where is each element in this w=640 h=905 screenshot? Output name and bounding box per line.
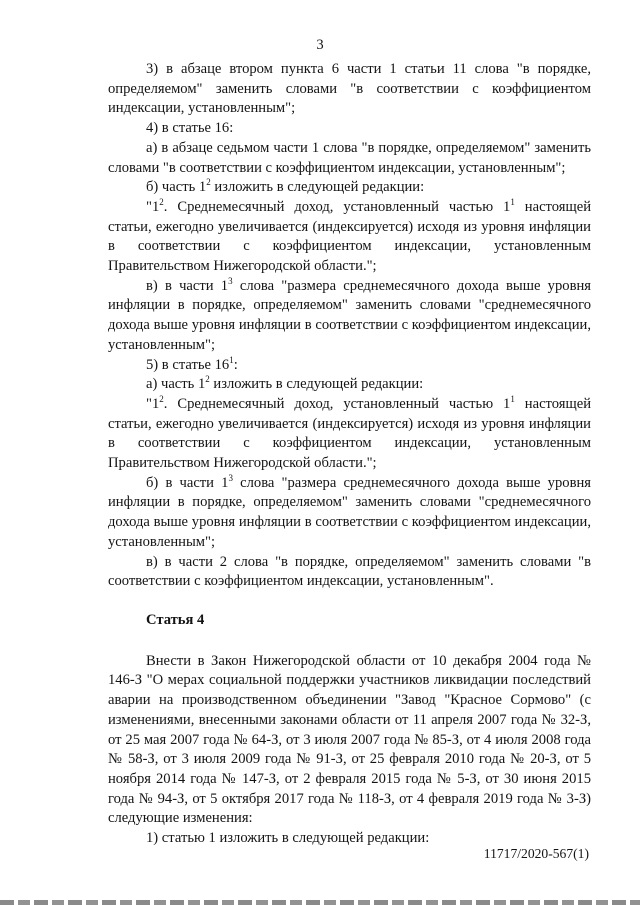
paragraph-item-4a: а) в абзаце седьмом части 1 слова "в порядке, определяемом" заменить словами "в соответствии с коэффициентом индексации, установленным";	[108, 139, 591, 176]
paragraph-item-3: 3) в абзаце втором пункта 6 части 1 статьи 11 слова "в порядке, определяемом" заменить словами "в соответствии с коэффициентом индексации, установленным";	[108, 61, 591, 117]
paragraph-item-5b: б) в части $1^3$ слова "размера среднемесячного дохода выше уровня инфляции в порядке, определяемом" заменить словами "среднемесячного дохода выше уровня инфляции в соответствии с коэффициентом индексации, установленным";	[108, 472, 591, 550]
paragraph-item-4c: в) в части $1^3$ слова "размера среднемесячного дохода выше уровня инфляции в порядке, определяемом" заменить словами "среднемесячного дохода выше уровня инфляции в соответствии с коэффициентом индексации, установленным";	[108, 275, 591, 353]
document-body	[108, 60, 591, 849]
scan-edge-strip	[0, 900, 640, 905]
paragraph-item-5c: в) в части 2 слова "в порядке, определяемом" заменить словами "в соответствии с коэффициентом индексации, установленным".	[108, 553, 591, 590]
paragraph-item-4: 4) в статье 16:	[146, 120, 234, 137]
article-title: Статья 4	[146, 611, 205, 628]
paragraph-item-4b-quote: "$1^2$. Среднемесячный доход, установленный частью $1^1$ настоящей статьи, ежегодно увеличивается (индексируется) исходя из уровня инфляции в соответствии с коэффициентом индексации, установленным Правительством Нижегородской области.";	[108, 196, 592, 275]
article-intro: Внести в Закон Нижегородской области от 10 декабря 2004 года № 146-З "О мерах социальной поддержки участников ликвидации последствий аварии на производственном объединении "Завод "Красное Сормово" (с изменениями, внесенными законами области от 11 апреля 2007 года № 32-З, от 25 мая 2007 года № 64-З, от 3 июля 2007 года № 85-З, от 4 июля 2008 года № 58-З, от 3 июля 2009 года № 91-З, от 25 февраля 2010 года № 20-З, от 5 ноября 2014 года № 147-З, от 2 февраля 2015 года № 5-З, от 30 июня 2015 года № 94-З, от 5 октября 2017 года № 118-З, от 4 февраля 2019 года № 3-З) следующие изменения:	[108, 652, 591, 827]
page-number: 3	[316, 37, 324, 53]
paragraph-item-4b: б) часть $1^2$ изложить в следующей редакции:	[146, 177, 425, 196]
document-id: 11717/2020-567(1)	[483, 846, 589, 861]
paragraph-item-5a: а) часть $1^2$ изложить в следующей редакции:	[146, 374, 424, 393]
paragraph-item-5: 5) в статье $16^1$:	[146, 354, 238, 373]
article-item-1: 1) статью 1 изложить в следующей редакции:	[146, 830, 430, 847]
paragraph-item-5a-quote: "$1^2$. Среднемесячный доход, установленный частью $1^1$ настоящей статьи, ежегодно увеличивается (индексируется) исходя из уровня инфляции в соответствии с коэффициентом индексации, установленным Правительством Нижегородской области.";	[108, 393, 592, 472]
